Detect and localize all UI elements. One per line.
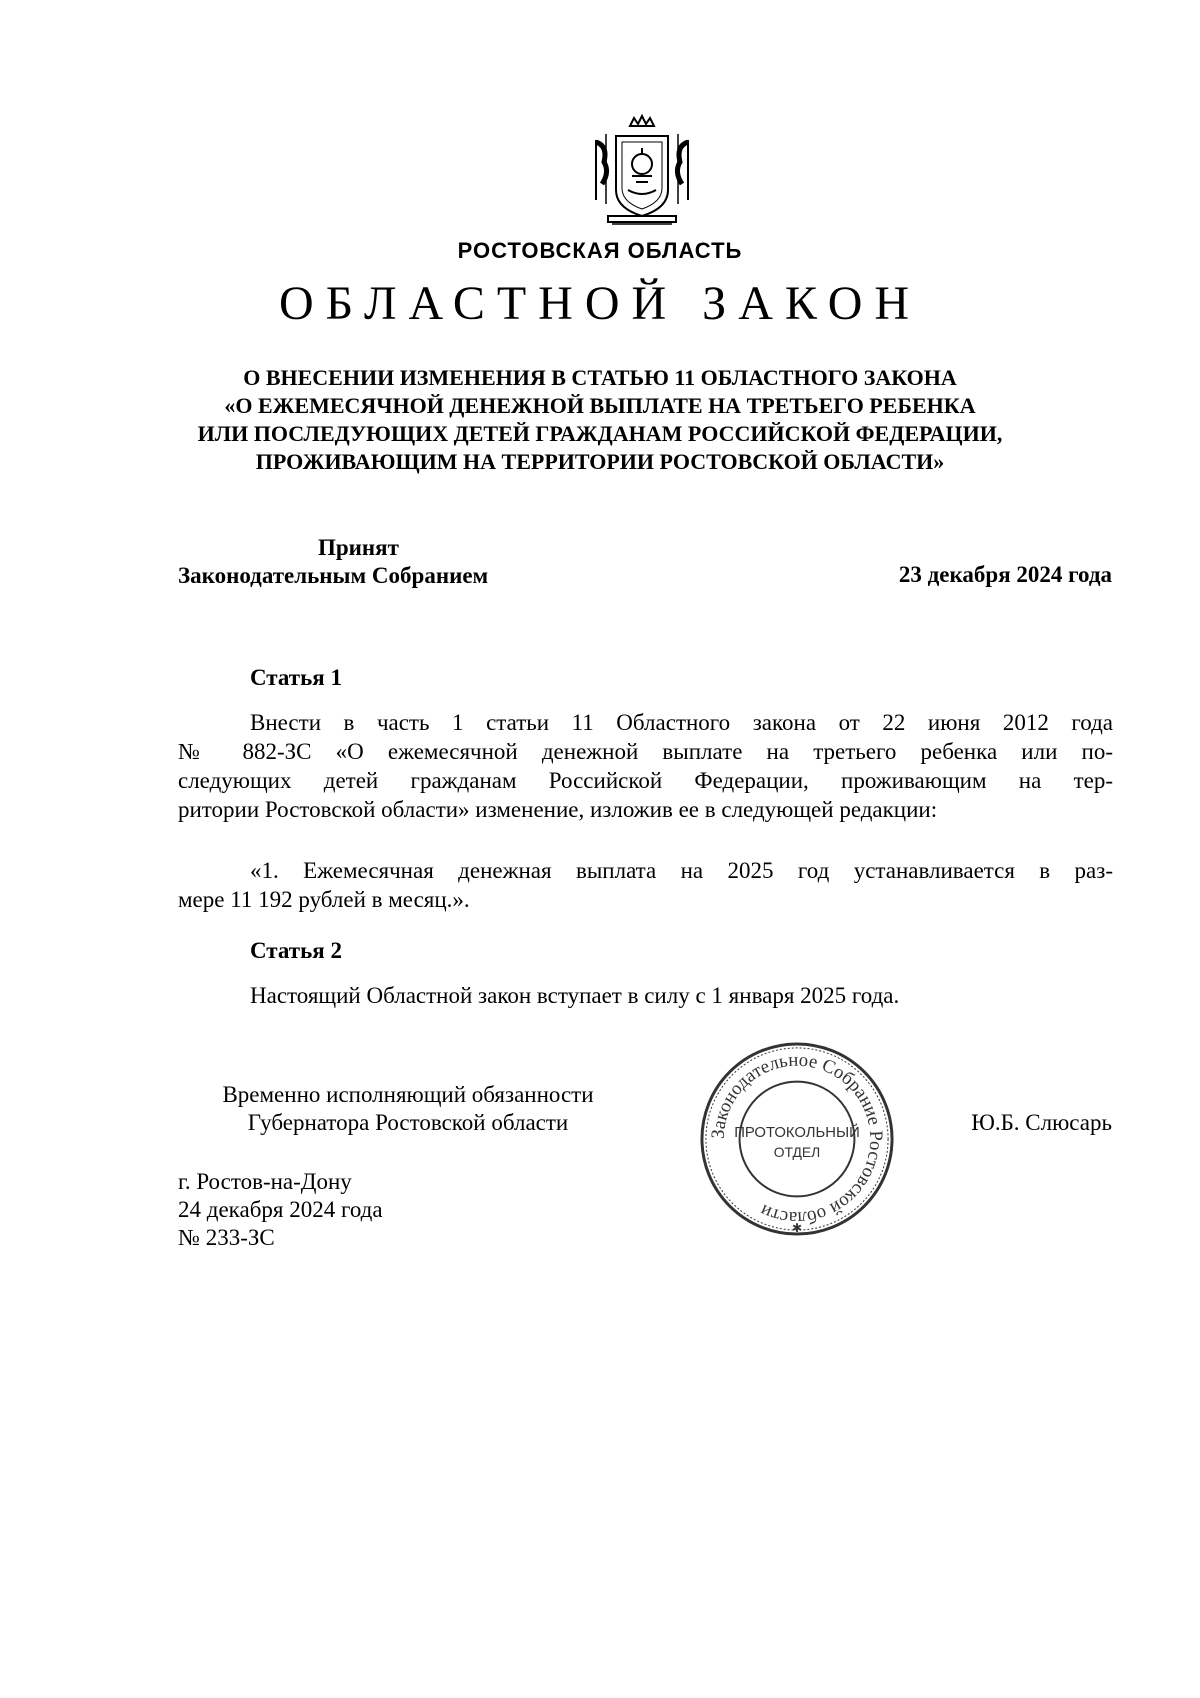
article-2-paragraph-1 [250, 981, 1070, 1010]
stamp-star-icon: ✱ [792, 1221, 802, 1236]
law-title [150, 364, 1050, 476]
article-1-paragraph-2 [178, 856, 1113, 914]
position-line: Временно исполняющий обязанности [222, 1082, 594, 1107]
law-number: № 233-ЗС [178, 1225, 275, 1250]
article-1-paragraph-1 [178, 708, 1113, 824]
stamp-ring-text: Законодательное Собрание Ростовской области [707, 1049, 887, 1229]
region-title: РОСТОВСКАЯ ОБЛАСТЬ [457, 238, 743, 263]
paragraph-line: Настоящий Областной закон вступает в силу с 1 января 2025 года. [250, 983, 900, 1008]
signing-date: 24 декабря 2024 года [178, 1197, 383, 1222]
coat-of-arms-icon [582, 112, 702, 232]
stamp-inner-line-2: ОТДЕЛ [773, 1143, 821, 1160]
position-line: Губернатора Ростовской области [247, 1110, 569, 1135]
paragraph-line: следующих детей гражданам Российской Федерации, проживающим на тер- [178, 768, 1113, 793]
signatory-name: Ю.Б. Слюсарь [971, 1110, 1112, 1135]
law-title-line: ПРОЖИВАЮЩИМ НА ТЕРРИТОРИИ РОСТОВСКОЙ ОБЛАСТИ» [255, 449, 945, 474]
adopted-by: Законодательным Собранием [178, 563, 489, 588]
paragraph-line: «1. Ежемесячная денежная выплата на 2025 год устанавливается в раз- [250, 858, 1113, 883]
paragraph-line: ритории Ростовской области» изменение, изложив ее в следующей редакции: [178, 797, 938, 822]
paragraph-line: № 882-ЗС «О ежемесячной денежной выплате на третьего ребенка или по- [178, 739, 1113, 764]
adopted-label: Принят [318, 535, 399, 560]
place-date-number [178, 1168, 383, 1252]
adoption-date: 23 декабря 2024 года [898, 562, 1112, 587]
law-title-line: О ВНЕСЕНИИ ИЗМЕНЕНИЯ В СТАТЬЮ 11 ОБЛАСТНОГО ЗАКОНА [243, 365, 957, 390]
city: г. Ростов-на-Дону [178, 1169, 352, 1194]
article-1-heading: Статья 1 [250, 665, 342, 690]
law-title-line: «О ЕЖЕМЕСЯЧНОЙ ДЕНЕЖНОЙ ВЫПЛАТЕ НА ТРЕТЬЕГО РЕБЕНКА [224, 393, 976, 418]
document-type: ОБЛАСТНОЙ ЗАКОН [278, 277, 922, 330]
paragraph-line: Внести в часть 1 статьи 11 Областного закона от 22 июня 2012 года [250, 710, 1113, 735]
stamp-inner-line-1: ПРОТОКОЛЬНЫЙ [734, 1125, 860, 1142]
law-title-line: ИЛИ ПОСЛЕДУЮЩИХ ДЕТЕЙ ГРАЖДАНАМ РОССИЙСКОЙ ФЕДЕРАЦИИ, [197, 421, 1003, 446]
article-2-heading: Статья 2 [250, 938, 342, 963]
official-stamp [698, 1040, 896, 1238]
signatory-position [178, 1081, 638, 1137]
paragraph-line: мере 11 192 рублей в месяц.». [178, 887, 470, 912]
adoption-block [178, 534, 578, 590]
